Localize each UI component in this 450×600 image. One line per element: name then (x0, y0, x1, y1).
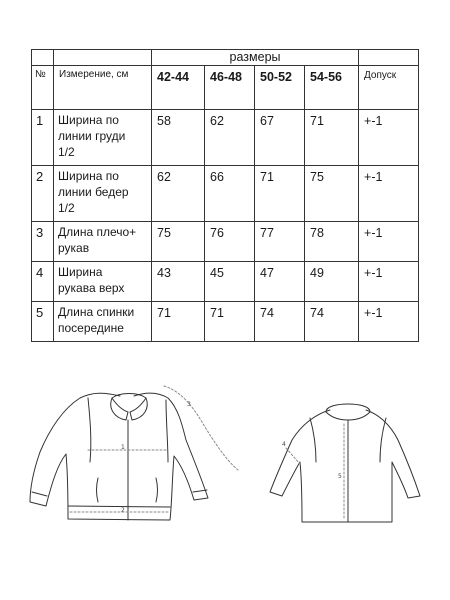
tolerance-value: +-1 (359, 166, 419, 222)
size-value: 58 (152, 110, 205, 166)
size-value: 67 (255, 110, 305, 166)
name-line: линии бедер (58, 185, 129, 199)
tolerance-value: +-1 (359, 262, 419, 302)
size-value: 71 (255, 166, 305, 222)
size-value: 76 (205, 222, 255, 262)
size-value: 71 (305, 110, 359, 166)
size-value: 62 (205, 110, 255, 166)
name-line: рукав (58, 241, 90, 255)
size-column-header: 54-56 (305, 66, 359, 110)
jacket-front-view (30, 393, 208, 520)
size-value: 75 (305, 166, 359, 222)
row-number: 5 (32, 302, 54, 342)
name-line: Длина спинки (58, 305, 135, 319)
name-line: линии груди (58, 129, 126, 143)
number-column-header: № (32, 66, 54, 110)
size-column-header: 46-48 (205, 66, 255, 110)
name-line: Длина плечо+ (58, 225, 137, 239)
tolerance-column-header: Допуск (359, 66, 419, 110)
size-value: 78 (305, 222, 359, 262)
name-line: 1/2 (58, 145, 75, 159)
name-line: посередине (58, 321, 124, 335)
size-value: 45 (205, 262, 255, 302)
row-number: 1 (32, 110, 54, 166)
row-number: 4 (32, 262, 54, 302)
size-value: 66 (205, 166, 255, 222)
sizes-group-header: размеры (152, 50, 359, 66)
measure-label: 3 (187, 401, 191, 408)
measure-label: 4 (282, 441, 286, 448)
size-value: 47 (255, 262, 305, 302)
measure-label: 2 (121, 507, 125, 514)
size-value: 71 (205, 302, 255, 342)
size-value: 75 (152, 222, 205, 262)
size-value: 49 (305, 262, 359, 302)
tolerance-value: +-1 (359, 110, 419, 166)
name-line: Ширина по (58, 169, 119, 183)
name-line: Ширина по (58, 113, 119, 127)
sleeve-width-line (286, 448, 300, 464)
tolerance-value: +-1 (359, 302, 419, 342)
size-column-header: 42-44 (152, 66, 205, 110)
size-value: 43 (152, 262, 205, 302)
name-line: 1/2 (58, 201, 75, 215)
name-line: Ширина (58, 265, 103, 279)
size-value: 71 (152, 302, 205, 342)
row-number: 2 (32, 166, 54, 222)
size-value: 62 (152, 166, 205, 222)
measure-label: 5 (338, 473, 342, 480)
measure-label: 1 (121, 444, 125, 451)
size-value: 77 (255, 222, 305, 262)
size-column-header: 50-52 (255, 66, 305, 110)
size-value: 74 (255, 302, 305, 342)
measurement-column-header: Измерение, см (54, 66, 152, 110)
size-value: 74 (305, 302, 359, 342)
jacket-back-view (270, 404, 420, 522)
tolerance-value: +-1 (359, 222, 419, 262)
name-line: рукава верх (58, 281, 125, 295)
row-number: 3 (32, 222, 54, 262)
